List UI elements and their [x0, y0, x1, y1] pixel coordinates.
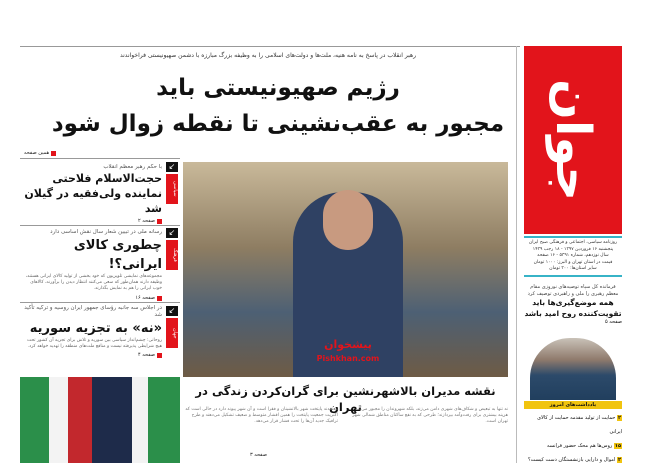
page-marker-icon — [157, 219, 162, 224]
lead-kicker: رهبر انقلاب در پاسخ به نامه هنیه، ملت‌ها و دولت‌های اسلامی را به وظیفه بزرگ مبارزه با دشمن صهیونیستی فراخواندند — [119, 52, 417, 59]
note-number: ۲ — [617, 457, 621, 463]
top-rule — [20, 46, 520, 47]
watermark-latin: Pishkhan.com — [316, 354, 380, 363]
lead-headline-2: مجبور به عقب‌نشینی تا نقطه زوال شود — [51, 111, 505, 137]
page-marker-icon — [51, 151, 56, 156]
section-tab: فرهنگ — [166, 240, 178, 270]
story-politics[interactable] — [20, 164, 162, 224]
main-headline[interactable]: نقشه مدیران بالاشهرنشین برای گران‌کردن زندگی در تهران — [195, 384, 496, 414]
story-kicker: در اجلاس سه جانبه رؤسای جمهور ایران روسیه و ترکیه تأکید شد — [24, 305, 162, 318]
story-culture[interactable] — [20, 229, 162, 301]
story-headline: چطوری کالای ایرانی؟! — [73, 238, 162, 272]
main-page-ref: صفحه ۳ — [250, 452, 267, 458]
notes-list — [524, 411, 622, 467]
info-line: سال نوزدهم، شماره ۵۳۹۱ - ۱۶ صفحه — [537, 253, 609, 258]
story-kicker: با حکم رهبر معظم انقلاب — [103, 164, 162, 170]
person-head — [323, 190, 373, 250]
page-ref: صفحه ۴ — [20, 352, 162, 358]
info-line: پنجشنبه ۱۶ فروردین ۱۳۹۷ - ۱۸ رجب ۱۴۳۹ — [532, 246, 614, 252]
commander-photo — [530, 338, 616, 400]
side-story[interactable] — [524, 284, 622, 325]
story-headline: نماینده ولی‌فقیه در گیلان شد — [24, 187, 162, 215]
info-line: سایر استان‌ها: ۳۰۰ تومان — [549, 266, 597, 271]
side-kicker: فرمانده کل سپاه توصیه‌های نوروزی مقام معظم رهبری را ملی و راهبردی توصیف کرد — [527, 284, 619, 297]
notes-box-title: یادداشت‌های امروز — [524, 401, 622, 409]
note-title: حمایت از تولید مقدمه حمایت از کالای ایرانی — [537, 415, 622, 435]
story-kicker: رسانه ملی در تبیین شعار سال نقش اساسی دارد — [50, 229, 162, 235]
lead-page-ref: همین صفحه — [24, 150, 56, 156]
arrow-icon: ↙ — [166, 228, 178, 238]
divider — [20, 225, 180, 226]
divider — [20, 158, 180, 159]
note-number: ۲ — [617, 415, 621, 421]
story-body: مجموعه‌های نمایشی تلویزیون که خود بخشی از تولید کالای ایرانی هستند، وظیفه دارند همان‌طور که سعی می‌کنند انتظار دیدن را برآورند، کالاهای خوب ایرانی را هم به نمایش بگذارند. — [25, 274, 162, 291]
note-number: ۱۵ — [614, 443, 621, 449]
page-marker-icon — [157, 353, 162, 358]
note-title: اموال و دارایی بازنشستگان دست کیست؟ — [527, 457, 616, 463]
note-item[interactable] — [524, 453, 622, 467]
info-line: قیمت در استان تهران و البرز: ۱۰۰۰ تومان — [533, 259, 613, 265]
lead-photo[interactable] — [183, 162, 508, 377]
side-headline: تقویت‌کننده روح امید باشد — [524, 309, 622, 318]
note-title: روس‌ها هم محک حضور فرانسه — [547, 443, 613, 449]
masthead-info — [524, 236, 622, 277]
main-body-right: نه تنها به تبعیض و شکاف‌های شهری دامن می‌زند، بلکه شهروندان را مجبور می‌کند هزینه بیشتری برای رفت‌وآمد بپردازند؛ طرحی که به نفع ساکنان مناطق شمالی شهر تهران است. — [352, 407, 508, 424]
divider — [20, 302, 180, 303]
story-headline: حجت‌الاسلام فلاحتی — [52, 172, 162, 185]
column-divider — [516, 46, 517, 463]
note-item[interactable] — [524, 439, 622, 453]
story-body: روحانی: چشم‌انداز سیاسی بین سوریه و تلاش برای تجزیه آن کشور تحت هیچ شرایطی پذیرفته نیست و منافع ملت‌های منطقه را تهدید خواهد کرد. — [26, 338, 162, 349]
masthead-logo: جوان — [524, 46, 622, 234]
note-item[interactable] — [524, 411, 622, 439]
arrow-icon: ↙ — [166, 162, 178, 172]
lead-headline-1: رژیم صهیونیستی باید — [156, 75, 400, 101]
story-headline: «نه» به تجزیه سوریه — [29, 321, 162, 336]
side-headline: همه موضع‌گیری‌ها باید — [532, 298, 614, 307]
page-ref: صفحه ۲ — [20, 218, 162, 224]
main-body-left: معتقدند پایتخت شهر بالانشینان و فقرا است و آن شهر پیوند دارد در حالی است که اکثریت جمعیت پایتخت را همین اقشار متوسط و ضعیف تشکیل می‌دهند و طرح ترافیک جدید آن‌ها را تحت فشار قرار می‌دهد. — [185, 407, 338, 424]
presidents-photo — [20, 377, 180, 463]
watermark: پیشخوان — [324, 338, 372, 351]
side-page-ref: صفحه ۵ — [605, 319, 622, 325]
page-ref: صفحه ۱۶ — [20, 295, 162, 301]
section-tab: سیاسی — [166, 174, 178, 204]
info-line: روزنامه سیاسی، اجتماعی و فرهنگی صبح ایران — [528, 240, 618, 245]
page-marker-icon — [157, 296, 162, 301]
arrow-icon: ↙ — [166, 306, 178, 316]
section-tab: جهان — [166, 318, 178, 348]
story-world[interactable] — [20, 305, 162, 358]
